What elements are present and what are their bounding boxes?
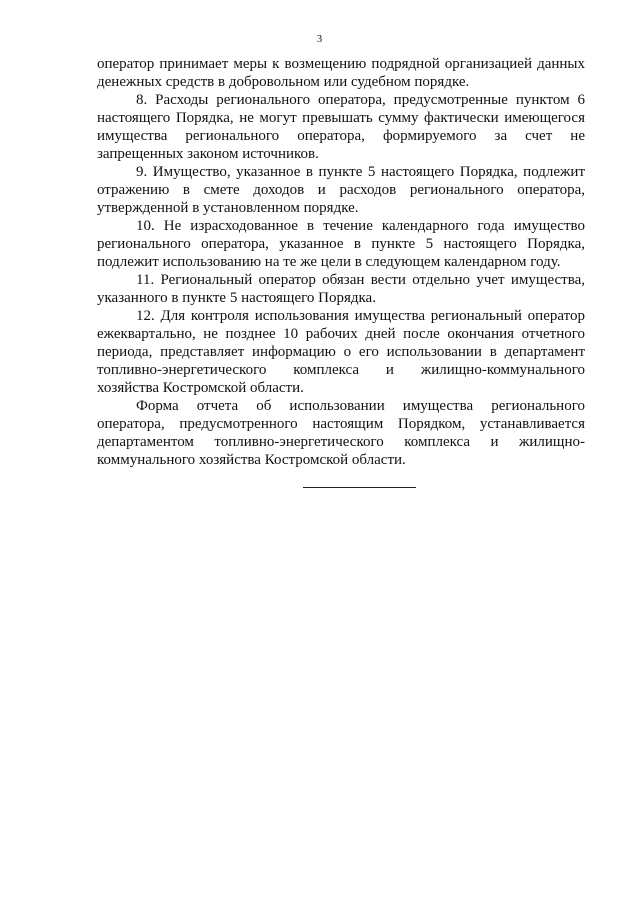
paragraph-continuation: [97, 55, 585, 91]
paragraph-line: 9. Имущество, указанное в пункте 5 настоящего Порядка, подлежит: [136, 164, 585, 180]
paragraph-item-12: [97, 307, 585, 397]
end-separator-line: [303, 487, 416, 488]
paragraph-line: оператора, предусмотренного настоящим Порядком, устанавливается: [97, 416, 585, 432]
paragraph-line: ежеквартально, не позднее 10 рабочих дней после окончания отчетного: [97, 326, 585, 342]
paragraph-line: топливно-энергетического комплекса и жилищно-коммунального: [97, 362, 585, 378]
paragraph-line: хозяйства Костромской области.: [97, 380, 304, 396]
paragraph-line: Форма отчета об использовании имущества регионального: [136, 398, 585, 414]
paragraph-line: департаментом топливно-энергетического комплекса и жилищно-: [97, 434, 585, 450]
paragraph-line: 8. Расходы регионального оператора, предусмотренные пунктом 6: [136, 92, 585, 108]
paragraph-line: 10. Не израсходованное в течение календарного года имущество: [136, 218, 585, 234]
paragraph-line: запрещенных законом источников.: [97, 146, 319, 162]
paragraph-line: регионального оператора, указанное в пункте 5 настоящего Порядка,: [97, 236, 585, 252]
paragraph-report-form: [97, 397, 585, 469]
paragraph-item-9: [97, 163, 585, 217]
paragraph-line: подлежит использованию на те же цели в следующем календарном году.: [97, 254, 561, 270]
paragraph-line: коммунального хозяйства Костромской области.: [97, 452, 406, 468]
paragraph-line: оператор принимает меры к возмещению подрядной организацией данных: [97, 56, 585, 72]
paragraph-item-8: [97, 91, 585, 163]
paragraph-line: указанного в пункте 5 настоящего Порядка.: [97, 290, 376, 306]
document-body: [97, 55, 585, 469]
paragraph-line: периода, представляет информацию о его использовании в департамент: [97, 344, 585, 360]
paragraph-item-10: [97, 217, 585, 271]
paragraph-line: имущества регионального оператора, формируемого за счет не: [97, 128, 585, 144]
paragraph-item-11: [97, 271, 585, 307]
page-number: 3: [316, 33, 323, 45]
paragraph-line: отражению в смете доходов и расходов регионального оператора,: [97, 182, 585, 198]
paragraph-line: денежных средств в добровольном или судебном порядке.: [97, 74, 470, 90]
paragraph-line: 12. Для контроля использования имущества региональный оператор: [136, 308, 585, 324]
paragraph-line: 11. Региональный оператор обязан вести отдельно учет имущества,: [136, 272, 585, 288]
paragraph-line: настоящего Порядка, не могут превышать сумму фактически имеющегося: [97, 110, 585, 126]
paragraph-line: утвержденной в установленном порядке.: [97, 200, 359, 216]
